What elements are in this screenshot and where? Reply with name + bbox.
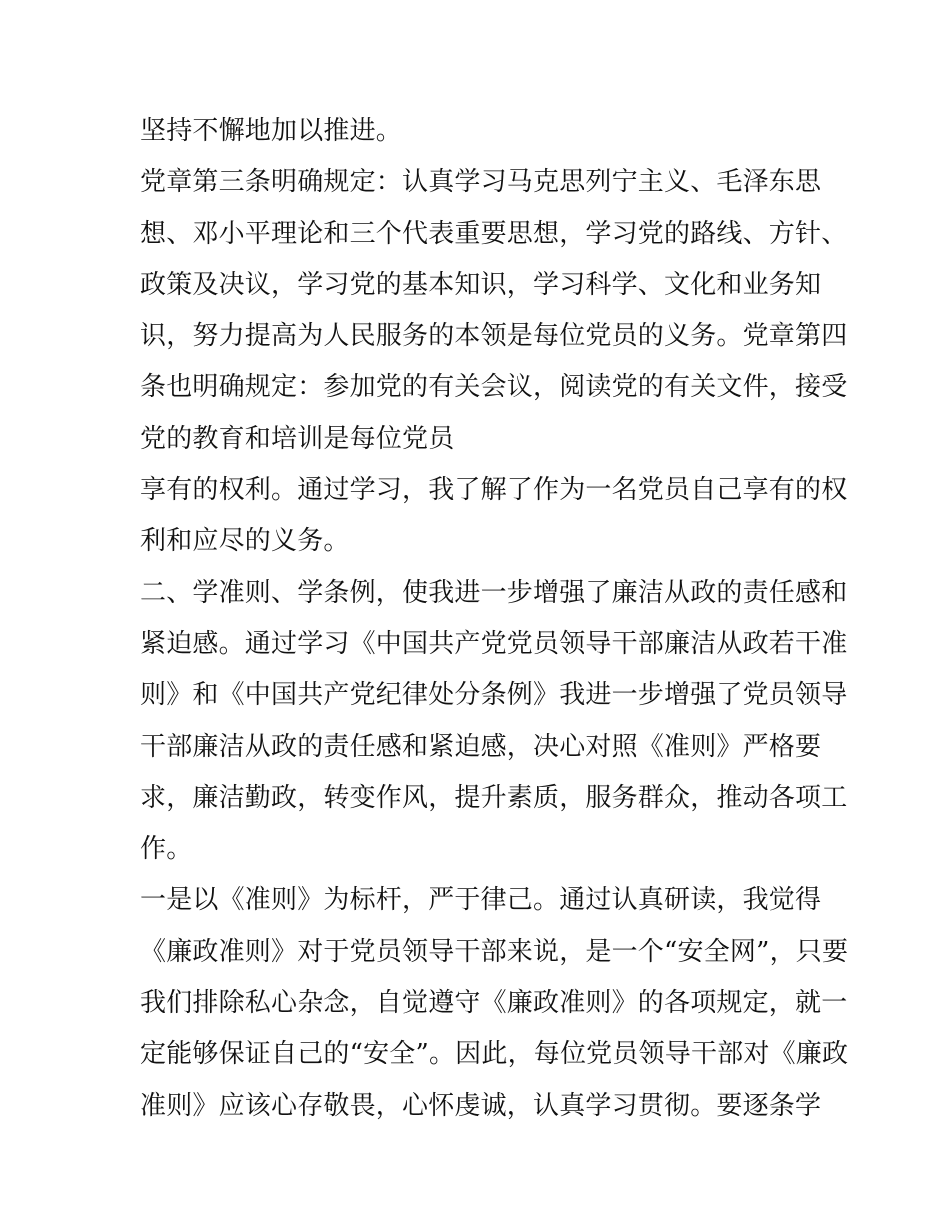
text-line: 坚持不懈地加以推进。 bbox=[140, 116, 403, 146]
text-line: 求，廉洁勤政，转变作风，提升素质，服务群众，推动各项工 bbox=[140, 782, 848, 813]
text-line: 准则》应该心存敬畏，心怀虔诚，认真学习贯彻。要逐条学 bbox=[140, 1090, 822, 1121]
text-line: 一是以《准则》为标杆，严于律己。通过认真研读，我觉得 bbox=[140, 885, 822, 916]
text-line: 我们排除私心杂念，自觉遵守《廉政准则》的各项规定，就一 bbox=[140, 988, 848, 1019]
text-line: 定能够保证自己的“安全”。因此，每位党员领导干部对《廉政 bbox=[140, 1039, 849, 1070]
text-line: 紧迫感。通过学习《中国共产党党员领导干部廉洁从政若干准 bbox=[140, 628, 848, 659]
text-line: 干部廉洁从政的责任感和紧迫感，决心对照《准则》严格要 bbox=[140, 731, 822, 762]
text-line: 二、学准则、学条例，使我进一步增强了廉洁从政的责任感和 bbox=[140, 577, 848, 608]
text-line: 条也明确规定：参加党的有关会议，阅读党的有关文件，接受 bbox=[140, 372, 848, 403]
text-line: 《廉政准则》对于党员领导干部来说，是一个“安全网”，只要 bbox=[140, 936, 849, 967]
text-line: 想、邓小平理论和三个代表重要思想，学习党的路线、方针、 bbox=[140, 218, 848, 249]
text-line: 享有的权利。通过学习，我了解了作为一名党员自己享有的权 bbox=[140, 475, 848, 506]
text-line: 党章第三条明确规定：认真学习马克思列宁主义、毛泽东思 bbox=[140, 167, 822, 198]
text-line: 识，努力提高为人民服务的本领是每位党员的义务。党章第四 bbox=[140, 321, 848, 352]
text-line: 则》和《中国共产党纪律处分条例》我进一步增强了党员领导 bbox=[140, 680, 848, 711]
text-line: 政策及决议，学习党的基本知识，学习科学、文化和业务知 bbox=[140, 269, 822, 300]
text-line: 党的教育和培训是每位党员 bbox=[140, 423, 455, 454]
body-text bbox=[140, 106, 849, 1132]
text-line: 作。 bbox=[140, 834, 193, 865]
text-line: 利和应尽的义务。 bbox=[140, 526, 350, 557]
